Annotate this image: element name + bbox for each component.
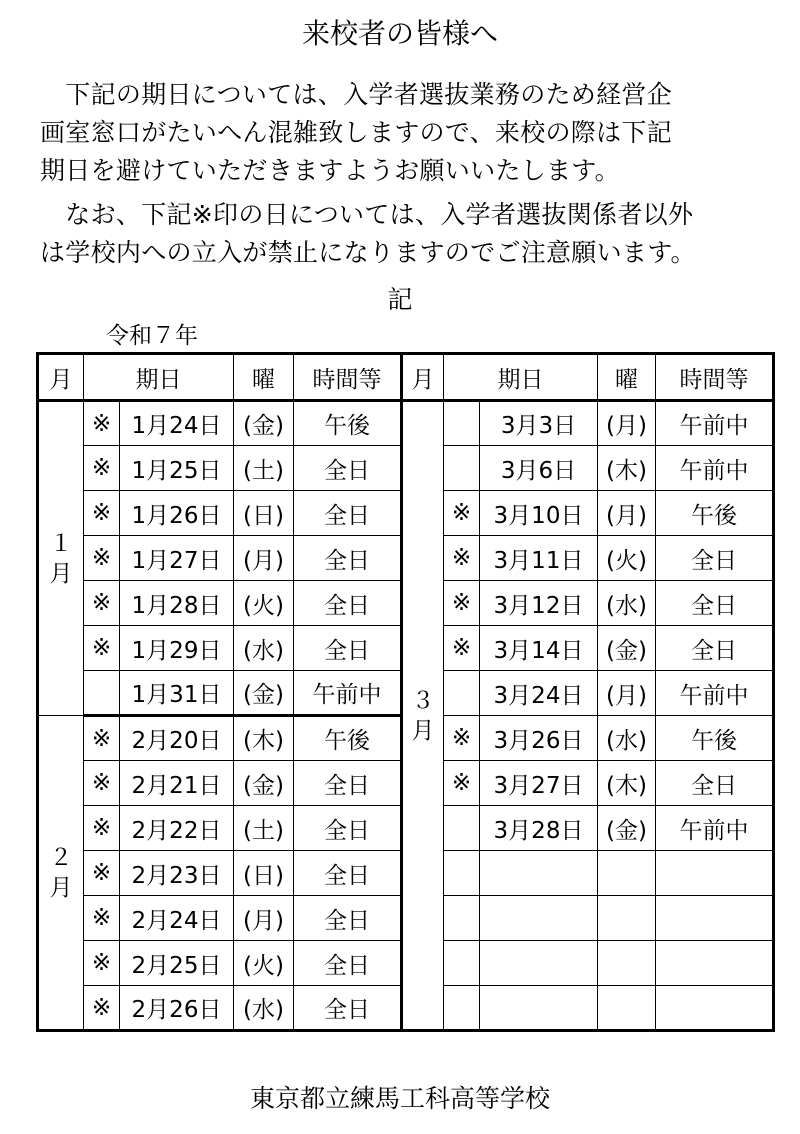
date-cell: 2月20日 bbox=[120, 716, 234, 761]
date-cell: 3月14日 bbox=[480, 626, 598, 671]
mark-cell bbox=[444, 401, 480, 446]
table-header-row bbox=[38, 354, 774, 401]
date-cell: 3月10日 bbox=[480, 491, 598, 536]
time-cell: 午前中 bbox=[294, 671, 402, 716]
weekday-cell bbox=[598, 896, 656, 941]
notice-line: 画室窓口がたいへん混雑致しますので、来校の際は下記 bbox=[40, 118, 673, 147]
date-cell: 1月24日 bbox=[120, 401, 234, 446]
date-cell: 1月27日 bbox=[120, 536, 234, 581]
date-cell: 3月11日 bbox=[480, 536, 598, 581]
header-weekday: 曜 bbox=[598, 354, 656, 401]
weekday-cell: (日) bbox=[234, 491, 294, 536]
time-cell: 全日 bbox=[656, 761, 774, 806]
mark-cell bbox=[84, 671, 120, 716]
time-cell: 午後 bbox=[294, 401, 402, 446]
school-name-footer: 東京都立練馬工科高等学校 bbox=[249, 1084, 550, 1113]
date-cell bbox=[480, 851, 598, 896]
weekday-cell: (土) bbox=[234, 806, 294, 851]
date-cell: 3月3日 bbox=[480, 401, 598, 446]
time-cell: 午前中 bbox=[656, 446, 774, 491]
date-cell: 2月21日 bbox=[120, 761, 234, 806]
mark-cell: ※ bbox=[84, 896, 120, 941]
mark-cell: ※ bbox=[444, 716, 480, 761]
weekday-cell: (火) bbox=[234, 581, 294, 626]
mark-cell: ※ bbox=[84, 536, 120, 581]
mark-cell: ※ bbox=[84, 986, 120, 1031]
weekday-cell: (水) bbox=[598, 581, 656, 626]
date-cell: 3月27日 bbox=[480, 761, 598, 806]
mark-cell: ※ bbox=[84, 941, 120, 986]
weekday-cell: (火) bbox=[598, 536, 656, 581]
notice-line: 期日を避けていただきますようお願いいたします。 bbox=[40, 156, 620, 185]
weekday-cell bbox=[598, 851, 656, 896]
mark-cell: ※ bbox=[84, 626, 120, 671]
date-cell: 3月6日 bbox=[480, 446, 598, 491]
notice-line: は学校内への立入が禁止になりますのでご注意願います。 bbox=[40, 238, 696, 267]
time-cell: 午後 bbox=[656, 491, 774, 536]
time-cell: 午後 bbox=[294, 716, 402, 761]
date-cell: 1月25日 bbox=[120, 446, 234, 491]
time-cell: 午後 bbox=[656, 716, 774, 761]
date-cell: 3月26日 bbox=[480, 716, 598, 761]
weekday-cell: (木) bbox=[234, 716, 294, 761]
time-cell: 午前中 bbox=[656, 671, 774, 716]
weekday-cell: (金) bbox=[234, 761, 294, 806]
time-cell: 午前中 bbox=[656, 806, 774, 851]
time-cell: 全日 bbox=[656, 581, 774, 626]
weekday-cell: (月) bbox=[598, 671, 656, 716]
time-cell bbox=[656, 941, 774, 986]
header-time: 時間等 bbox=[294, 354, 402, 401]
weekday-cell: (金) bbox=[598, 626, 656, 671]
time-cell: 全日 bbox=[656, 626, 774, 671]
header-time: 時間等 bbox=[656, 354, 774, 401]
date-cell: 1月26日 bbox=[120, 491, 234, 536]
date-cell: 3月28日 bbox=[480, 806, 598, 851]
month-kanji: 月 bbox=[49, 560, 73, 587]
time-cell bbox=[656, 896, 774, 941]
month-digit: ２ bbox=[49, 844, 73, 871]
date-cell bbox=[480, 896, 598, 941]
date-cell: 3月24日 bbox=[480, 671, 598, 716]
time-cell: 全日 bbox=[294, 761, 402, 806]
time-cell: 全日 bbox=[294, 446, 402, 491]
mark-cell: ※ bbox=[84, 446, 120, 491]
mark-cell bbox=[444, 986, 480, 1031]
time-cell: 全日 bbox=[294, 536, 402, 581]
date-cell bbox=[480, 986, 598, 1031]
mark-cell bbox=[444, 941, 480, 986]
notice-paragraph-2 bbox=[40, 196, 780, 272]
date-cell: 2月22日 bbox=[120, 806, 234, 851]
mark-cell bbox=[444, 851, 480, 896]
time-cell: 全日 bbox=[294, 851, 402, 896]
weekday-cell: (金) bbox=[234, 671, 294, 716]
table-row bbox=[38, 401, 774, 446]
mark-cell: ※ bbox=[84, 401, 120, 446]
time-cell: 全日 bbox=[294, 806, 402, 851]
weekday-cell: (金) bbox=[598, 806, 656, 851]
notice-line: 下記の期日については、入学者選抜業務のため経営企 bbox=[40, 80, 673, 109]
weekday-cell: (金) bbox=[234, 401, 294, 446]
header-month: 月 bbox=[38, 354, 84, 401]
weekday-cell: (水) bbox=[234, 986, 294, 1031]
ki-heading: 記 bbox=[387, 285, 413, 314]
weekday-cell: (月) bbox=[234, 536, 294, 581]
mark-cell bbox=[444, 671, 480, 716]
date-cell: 2月25日 bbox=[120, 941, 234, 986]
mark-cell: ※ bbox=[444, 626, 480, 671]
date-cell: 2月23日 bbox=[120, 851, 234, 896]
month-kanji: 月 bbox=[411, 717, 435, 744]
weekday-cell: (月) bbox=[598, 491, 656, 536]
date-cell: 1月29日 bbox=[120, 626, 234, 671]
weekday-cell: (月) bbox=[598, 401, 656, 446]
time-cell: 全日 bbox=[294, 986, 402, 1031]
mark-cell: ※ bbox=[84, 581, 120, 626]
month-digit: ３ bbox=[411, 687, 435, 714]
mark-cell: ※ bbox=[444, 761, 480, 806]
weekday-cell bbox=[598, 941, 656, 986]
weekday-cell bbox=[598, 986, 656, 1031]
header-date: 期日 bbox=[444, 354, 598, 401]
mark-cell: ※ bbox=[444, 581, 480, 626]
date-cell: 1月31日 bbox=[120, 671, 234, 716]
month-kanji: 月 bbox=[49, 874, 73, 901]
weekday-cell: (木) bbox=[598, 446, 656, 491]
notice-line: なお、下記※印の日については、入学者選抜関係者以外 bbox=[40, 200, 694, 229]
weekday-cell: (月) bbox=[234, 896, 294, 941]
month-cell bbox=[38, 401, 84, 716]
month-cell bbox=[38, 716, 84, 1031]
weekday-cell: (火) bbox=[234, 941, 294, 986]
schedule-body bbox=[38, 401, 774, 1031]
mark-cell: ※ bbox=[84, 716, 120, 761]
mark-cell bbox=[444, 896, 480, 941]
mark-cell: ※ bbox=[84, 851, 120, 896]
mark-cell: ※ bbox=[444, 491, 480, 536]
month-digit: １ bbox=[49, 530, 73, 557]
schedule-table bbox=[36, 352, 775, 1032]
time-cell: 全日 bbox=[656, 536, 774, 581]
weekday-cell: (土) bbox=[234, 446, 294, 491]
time-cell: 午前中 bbox=[656, 401, 774, 446]
month-cell bbox=[402, 401, 444, 1031]
notice-paragraph-1 bbox=[40, 76, 780, 190]
header-weekday: 曜 bbox=[234, 354, 294, 401]
weekday-cell: (日) bbox=[234, 851, 294, 896]
mark-cell bbox=[444, 446, 480, 491]
header-date: 期日 bbox=[84, 354, 234, 401]
time-cell: 全日 bbox=[294, 581, 402, 626]
date-cell bbox=[480, 941, 598, 986]
date-cell: 2月24日 bbox=[120, 896, 234, 941]
date-cell: 2月26日 bbox=[120, 986, 234, 1031]
time-cell bbox=[656, 986, 774, 1031]
mark-cell: ※ bbox=[84, 491, 120, 536]
mark-cell: ※ bbox=[444, 536, 480, 581]
weekday-cell: (木) bbox=[598, 761, 656, 806]
time-cell: 全日 bbox=[294, 626, 402, 671]
mark-cell bbox=[444, 806, 480, 851]
mark-cell: ※ bbox=[84, 806, 120, 851]
date-cell: 3月12日 bbox=[480, 581, 598, 626]
time-cell: 全日 bbox=[294, 896, 402, 941]
time-cell: 全日 bbox=[294, 491, 402, 536]
header-month: 月 bbox=[402, 354, 444, 401]
era-year-label: 令和７年 bbox=[106, 323, 198, 349]
time-cell bbox=[656, 851, 774, 896]
page-title: 来校者の皆様へ bbox=[301, 17, 498, 50]
date-cell: 1月28日 bbox=[120, 581, 234, 626]
time-cell: 全日 bbox=[294, 941, 402, 986]
weekday-cell: (水) bbox=[234, 626, 294, 671]
weekday-cell: (水) bbox=[598, 716, 656, 761]
mark-cell: ※ bbox=[84, 761, 120, 806]
